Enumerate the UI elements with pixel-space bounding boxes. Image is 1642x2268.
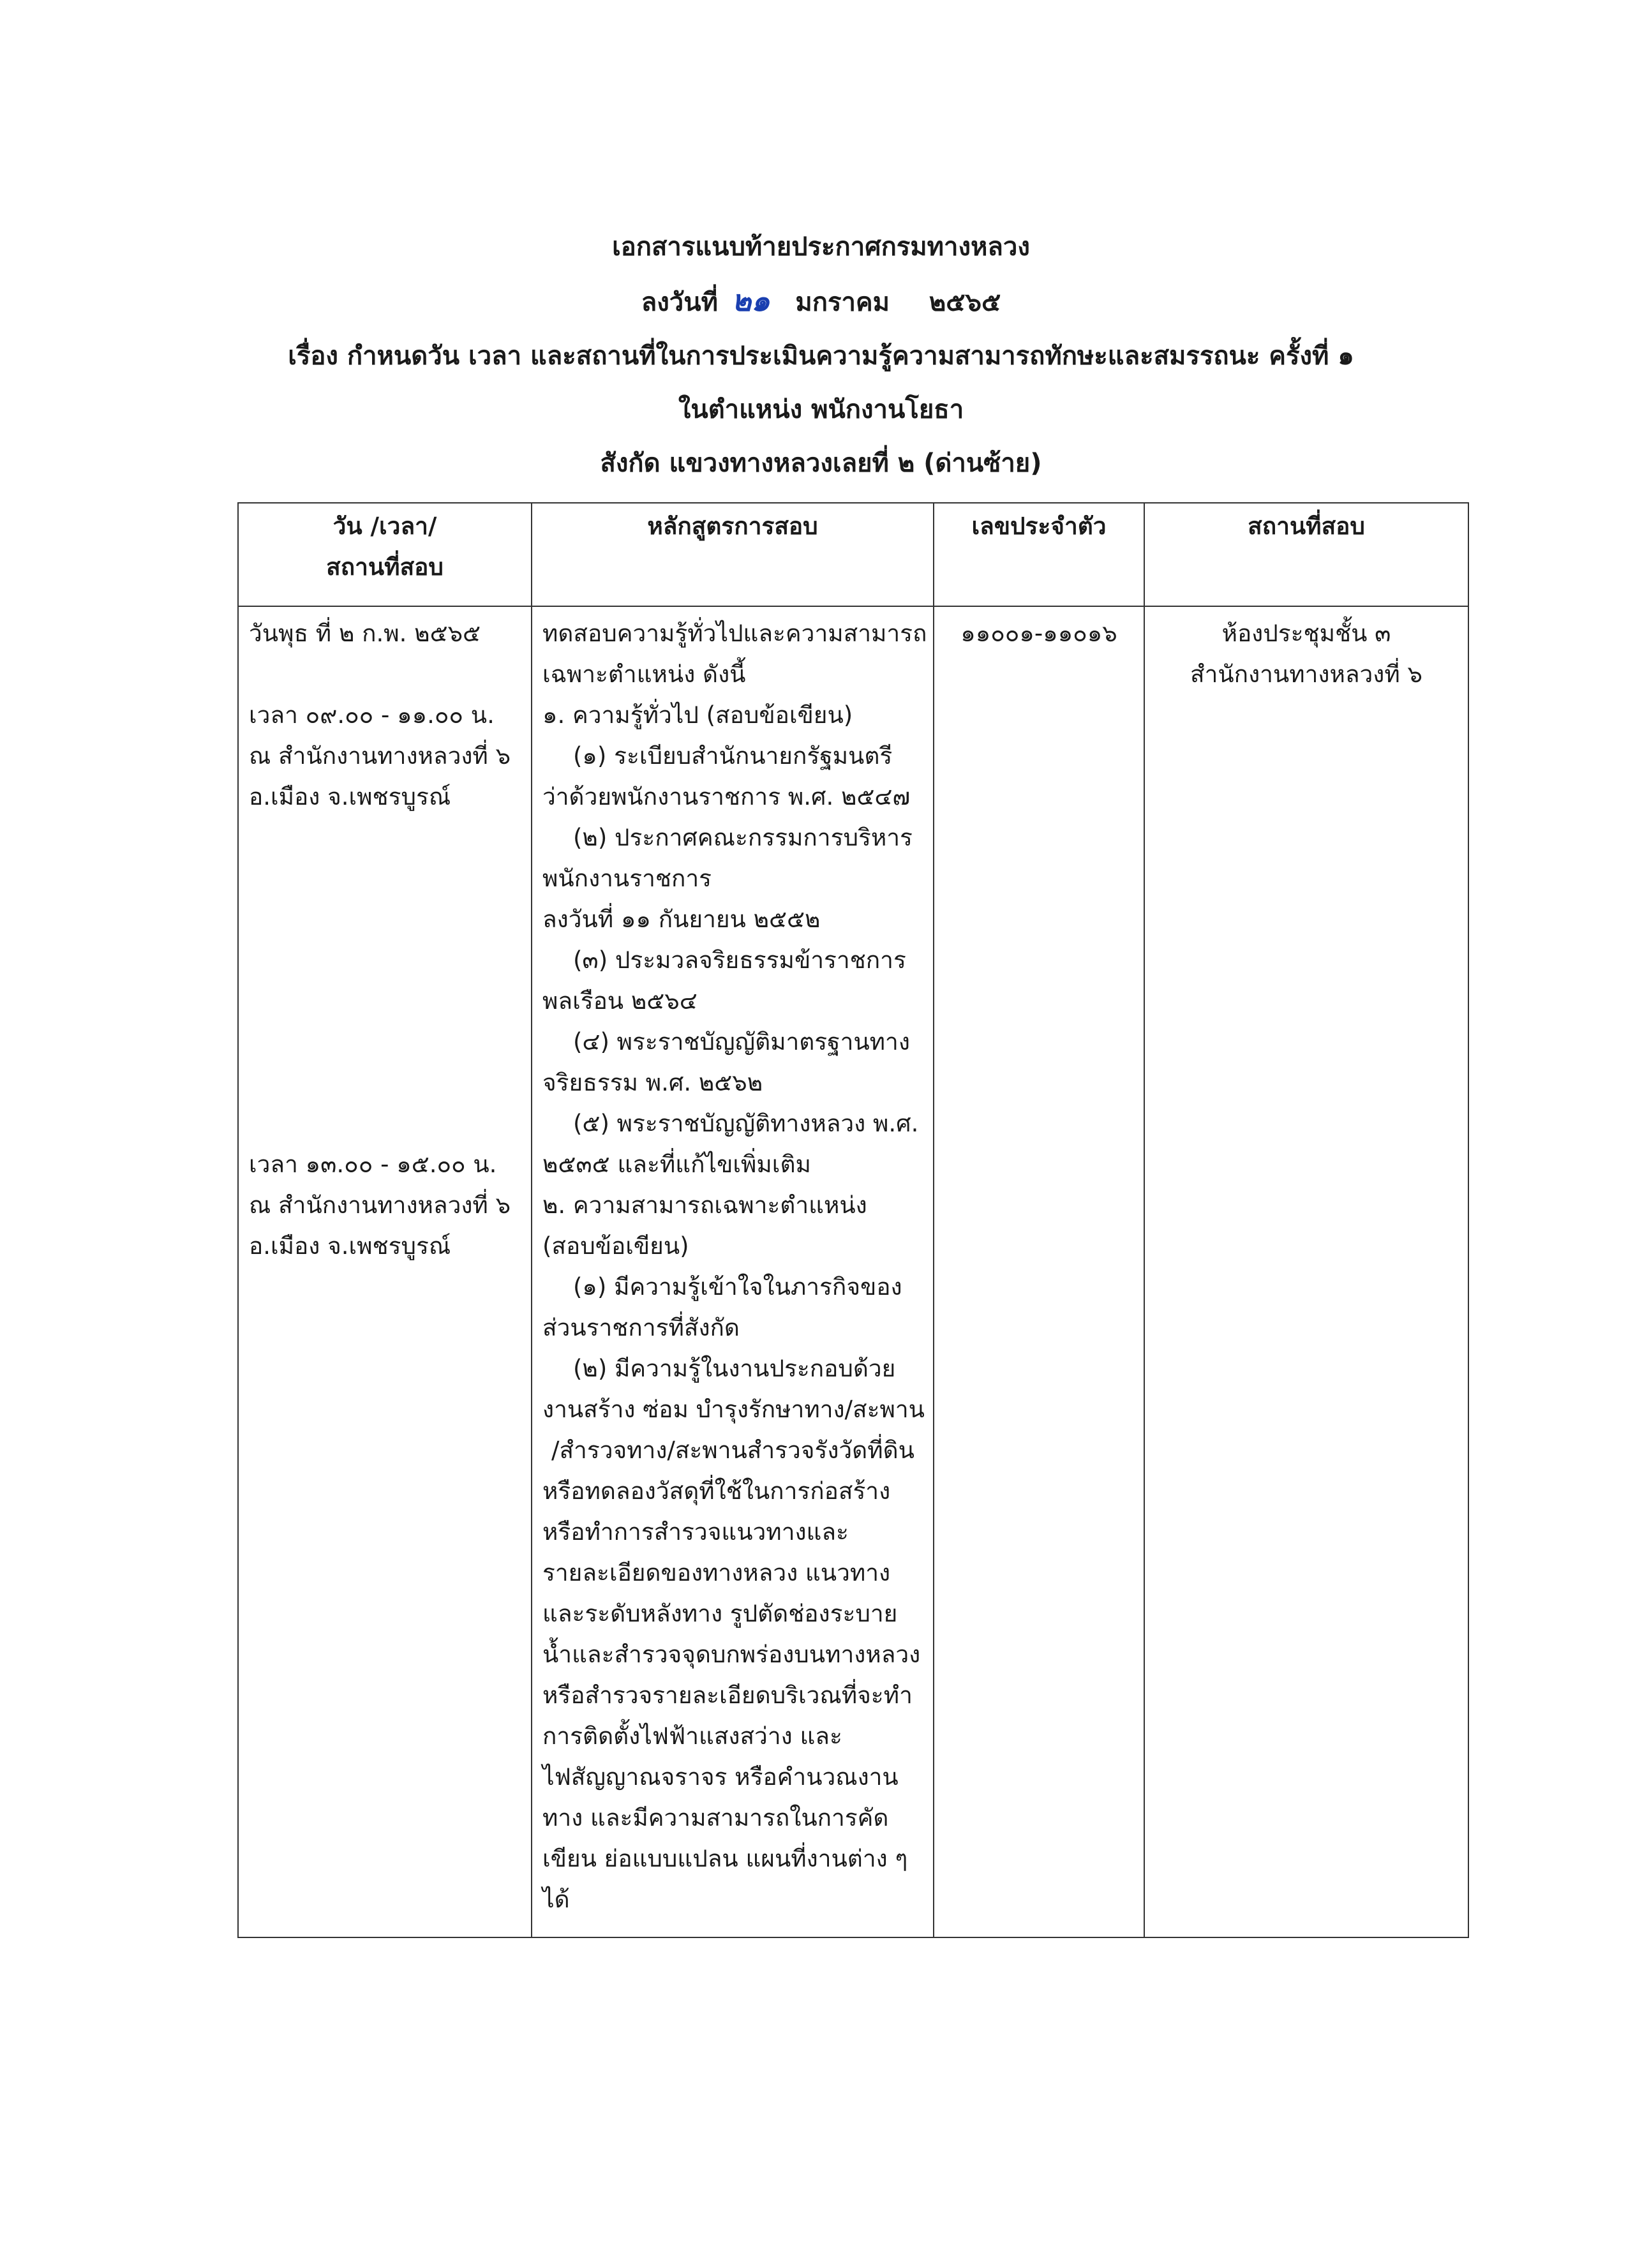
venue-office: สำนักงานทางหลวงที่ ๖ — [1190, 660, 1422, 688]
curriculum-line: และระดับหลังทาง รูปตัดช่องระบาย — [542, 1600, 898, 1627]
curriculum-line: เขียน ย่อแบบแปลน แผนที่งานต่าง ๆ — [542, 1845, 908, 1872]
header-title: เอกสารแนบท้ายประกาศกรมทางหลวง — [612, 232, 1030, 262]
header-subject: เรื่อง กำหนดวัน เวลา และสถานที่ในการประเมินความรู้ความสามารถทักษะและสมรรถนะ ครั้งที่ ๑ — [288, 341, 1354, 371]
curriculum-line: ว่าด้วยพนักงานราชการ พ.ศ. ๒๕๔๗ — [542, 783, 911, 810]
curriculum-line: (สอบข้อเขียน) — [542, 1232, 689, 1260]
id-range-cell — [934, 606, 1144, 1937]
curriculum-line: พลเรือน ๒๕๖๔ — [542, 987, 698, 1015]
session1-district: อ.เมือง จ.เพชรบูรณ์ — [249, 783, 451, 810]
header-id-number: เลขประจำตัว — [934, 503, 1144, 606]
curriculum-line: /สำรวจทาง/สะพานสำรวจรังวัดที่ดิน — [551, 1436, 914, 1464]
curriculum-line: (๒) ประกาศคณะกรรมการบริหาร — [573, 824, 913, 851]
part2-title: ๒. ความสามารถเฉพาะตำแหน่ง — [542, 1191, 867, 1219]
curriculum-line: หรือทดลองวัสดุที่ใช้ในการก่อสร้าง — [542, 1477, 891, 1505]
exam-date: วันพุธ ที่ ๒ ก.พ. ๒๕๖๕ — [249, 620, 481, 647]
header-date — [0, 274, 1642, 329]
curriculum-line: (๒) มีความรู้ในงานประกอบด้วย — [573, 1355, 896, 1382]
header-date-time-venue — [238, 503, 532, 606]
curriculum-line: ได้ — [542, 1886, 570, 1913]
curriculum-line: ทาง และมีความสามารถในการคัด — [542, 1804, 889, 1832]
table-row — [238, 606, 1468, 1937]
venue-cell — [1144, 606, 1468, 1937]
session2-time: เวลา ๑๓.๐๐ - ๑๕.๐๐ น. — [249, 1151, 497, 1178]
curriculum-line: ไฟสัญญาณจราจร หรือคำนวณงาน — [542, 1763, 899, 1791]
header-col1-line1: วัน /เวลา/ — [332, 512, 437, 540]
table-header-row — [238, 503, 1468, 606]
curriculum-line: (๕) พระราชบัญญัติทางหลวง พ.ศ. — [573, 1110, 919, 1137]
part1-title: ๑. ความรู้ทั่วไป (สอบข้อเขียน) — [542, 701, 853, 729]
curriculum-line: ๒๕๓๕ และที่แก้ไขเพิ่มเติม — [542, 1151, 811, 1178]
curriculum-line: (๑) ระเบียบสำนักนายกรัฐมนตรี — [573, 742, 893, 770]
curriculum-line: หรือสำรวจรายละเอียดบริเวณที่จะทำ — [542, 1682, 913, 1709]
session1-time: เวลา ๐๙.๐๐ - ๑๑.๐๐ น. — [249, 701, 495, 729]
curriculum-line: ส่วนราชการที่สังกัด — [542, 1314, 740, 1341]
schedule-cell — [238, 606, 532, 1937]
document-header — [0, 220, 1642, 490]
header-col1-line2: สถานที่สอบ — [326, 553, 444, 581]
curriculum-line: รายละเอียดของทางหลวง แนวทาง — [542, 1559, 891, 1586]
header-affiliation: สังกัด แขวงทางหลวงเลยที่ ๒ (ด่านซ้าย) — [600, 449, 1042, 478]
header-curriculum: หลักสูตรการสอบ — [532, 503, 934, 606]
session1-place: ณ สำนักงานทางหลวงที่ ๖ — [249, 742, 511, 770]
curriculum-line: หรือทำการสำรวจแนวทางและ — [542, 1518, 849, 1546]
header-venue: สถานที่สอบ — [1144, 503, 1468, 606]
session2-district: อ.เมือง จ.เพชรบูรณ์ — [249, 1232, 451, 1260]
curriculum-line: พนักงานราชการ — [542, 865, 712, 892]
curriculum-line: จริยธรรม พ.ศ. ๒๕๖๒ — [542, 1069, 763, 1096]
curriculum-line: ทดสอบความรู้ทั่วไปและความสามารถ — [542, 620, 927, 647]
curriculum-line: น้ำและสำรวจจุดบกพร่องบนทางหลวง — [542, 1641, 921, 1668]
date-year: ๒๕๖๕ — [929, 288, 1001, 317]
curriculum-line: งานสร้าง ซ่อม บำรุงรักษาทาง/สะพาน — [542, 1396, 925, 1423]
date-month: มกราคม — [795, 288, 890, 317]
session2-place: ณ สำนักงานทางหลวงที่ ๖ — [249, 1191, 511, 1219]
exam-schedule-table — [237, 502, 1469, 1938]
curriculum-line: เฉพาะตำแหน่ง ดังนี้ — [542, 660, 746, 688]
header-position: ในตำแหน่ง พนักงานโยธา — [678, 395, 964, 424]
date-prefix: ลงวันที่ — [641, 288, 718, 317]
venue-room: ห้องประชุมชั้น ๓ — [1221, 620, 1391, 647]
curriculum-line: (๑) มีความรู้เข้าใจในภารกิจของ — [573, 1273, 902, 1301]
id-range: ๑๑๐๐๑-๑๑๐๑๖ — [960, 620, 1117, 647]
handwritten-day: ๒๑ — [731, 283, 770, 318]
curriculum-cell — [532, 606, 934, 1937]
curriculum-line: (๓) ประมวลจริยธรรมข้าราชการ — [573, 946, 906, 974]
curriculum-line: ลงวันที่ ๑๑ กันยายน ๒๕๕๒ — [542, 906, 821, 933]
curriculum-line: (๔) พระราชบัญญัติมาตรฐานทาง — [573, 1028, 910, 1056]
curriculum-line: การติดตั้งไฟฟ้าแสงสว่าง และ — [542, 1722, 842, 1750]
